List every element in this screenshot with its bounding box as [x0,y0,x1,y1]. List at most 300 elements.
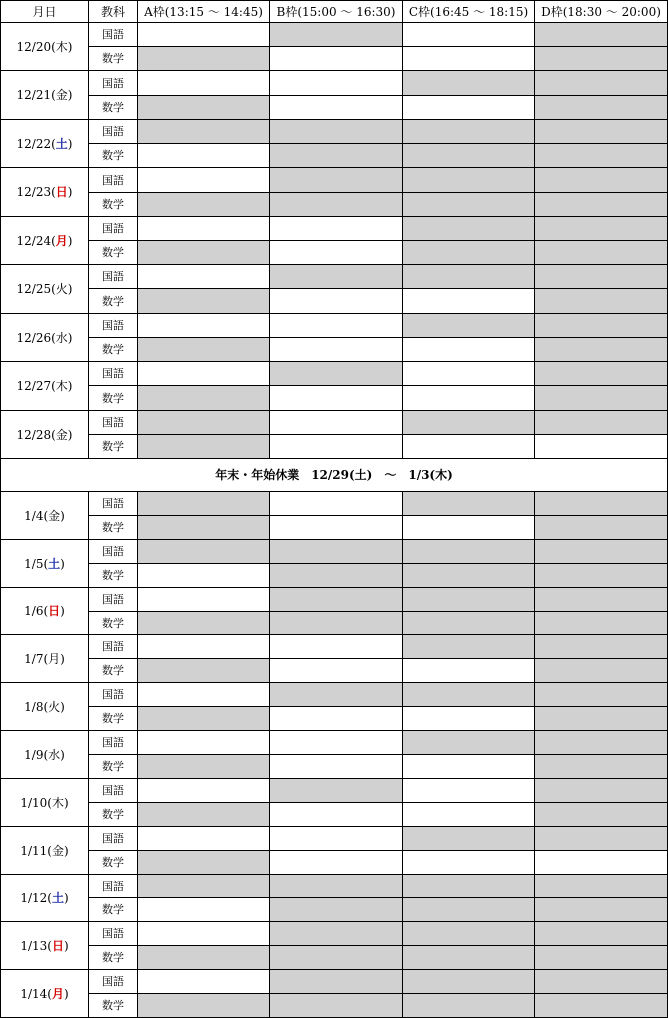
slot-cell-d[interactable] [534,730,668,755]
slot-cell-a[interactable] [137,587,270,612]
subject-cell: 数学 [88,385,138,411]
slot-cell-a[interactable] [137,313,270,338]
subject-cell: 数学 [88,95,138,120]
paren-close: ) [60,556,65,571]
slot-cell-b[interactable] [269,167,403,193]
slot-cell-c[interactable] [402,434,535,459]
slot-cell-b[interactable] [269,515,403,540]
slot-cell-c[interactable] [402,611,535,635]
date-cell [0,264,89,314]
paren-close: ) [67,233,73,248]
slot-cell-b[interactable] [269,143,403,168]
weekday-text: 水 [48,747,61,762]
slot-cell-b[interactable] [269,897,403,922]
slot-cell-a[interactable] [137,22,270,47]
slot-cell-a[interactable] [137,539,270,564]
slot-cell-d[interactable] [534,850,668,875]
paren-open: ( [47,891,52,905]
slot-cell-b[interactable] [269,313,403,338]
slot-cell-a[interactable] [137,216,270,241]
slot-cell-d[interactable] [534,874,668,898]
slot-cell-b[interactable] [269,337,403,362]
subject-cell: 国語 [88,778,138,803]
slot-cell-b[interactable] [269,240,403,265]
slot-cell-c[interactable] [402,897,535,922]
slot-cell-b[interactable] [269,658,403,683]
paren-close: ) [63,795,69,810]
subject-cell: 数学 [88,850,138,875]
date-text: 12/24 [16,233,52,248]
paren-open: ( [51,136,56,151]
subject-cell: 国語 [88,70,138,96]
paren-open: ( [51,379,56,393]
slot-cell-d[interactable] [534,46,668,71]
date-text: 12/21 [16,88,52,102]
paren-open: ( [43,508,49,523]
slot-cell-b[interactable] [269,611,403,635]
slot-cell-a[interactable] [137,95,270,120]
slot-cell-b[interactable] [269,491,403,516]
slot-cell-a[interactable] [137,434,270,459]
date-text: 1/6 [24,604,44,618]
weekday-text: 金 [48,508,61,523]
slot-cell-a[interactable] [137,802,270,827]
weekday-text: 木 [55,379,68,393]
slot-cell-c[interactable] [402,95,535,120]
slot-cell-d[interactable] [534,563,668,588]
paren-close: ) [67,379,73,393]
slot-cell-a[interactable] [137,874,270,898]
weekday-text: 日 [51,938,64,953]
date-text: 1/12 [20,891,48,905]
subject-cell: 国語 [88,874,138,898]
date-cell [0,491,89,540]
slot-cell-d[interactable] [534,491,668,516]
subject-cell: 数学 [88,945,138,970]
slot-cell-d[interactable] [534,826,668,851]
date-text: 1/8 [24,699,44,714]
slot-cell-b[interactable] [269,802,403,827]
slot-cell-b[interactable] [269,945,403,970]
slot-cell-c[interactable] [402,119,535,144]
paren-close: ) [67,88,73,102]
subject-cell: 数学 [88,658,138,683]
weekday-text: 火 [55,282,68,296]
slot-cell-b[interactable] [269,778,403,803]
subject-cell: 数学 [88,288,138,314]
date-cell [0,410,89,459]
paren-open: ( [47,795,52,810]
paren-open: ( [51,282,56,296]
slot-cell-d[interactable] [534,313,668,338]
slot-cell-b[interactable] [269,410,403,435]
paren-open: ( [43,699,49,714]
slot-cell-c[interactable] [402,587,535,612]
slot-cell-c[interactable] [402,874,535,898]
paren-close: ) [63,938,69,953]
slot-cell-d[interactable] [534,754,668,779]
slot-cell-d[interactable] [534,682,668,707]
subject-cell: 数学 [88,434,138,459]
paren-open: ( [47,986,52,1001]
subject-cell: 国語 [88,313,138,338]
slot-cell-d[interactable] [534,658,668,683]
header-slot-c: C枠(16:45 ～ 18:15) [402,0,535,23]
slot-cell-a[interactable] [137,921,270,946]
holiday-separator: 年末・年始休業 12/29(土) ～ 1/3(木) [0,458,668,492]
slot-cell-b[interactable] [269,563,403,588]
slot-cell-a[interactable] [137,850,270,875]
paren-close: ) [67,427,73,442]
slot-cell-d[interactable] [534,337,668,362]
slot-cell-c[interactable] [402,264,535,289]
slot-cell-a[interactable] [137,240,270,265]
slot-cell-b[interactable] [269,46,403,71]
slot-cell-c[interactable] [402,385,535,411]
date-cell [0,826,89,875]
subject-cell: 国語 [88,826,138,851]
paren-open: ( [51,330,56,345]
date-cell [0,216,89,265]
slot-cell-c[interactable] [402,754,535,779]
paren-close: ) [67,39,73,54]
slot-cell-b[interactable] [269,95,403,120]
slot-cell-a[interactable] [137,264,270,289]
slot-cell-c[interactable] [402,361,535,386]
slot-cell-d[interactable] [534,119,668,144]
slot-cell-b[interactable] [269,921,403,946]
slot-cell-d[interactable] [534,410,668,435]
date-text: 1/10 [20,795,48,810]
subject-cell: 数学 [88,706,138,731]
slot-cell-c[interactable] [402,216,535,241]
weekday-text: 日 [55,185,68,199]
subject-cell: 数学 [88,611,138,635]
weekday-text: 火 [48,699,61,714]
paren-close: ) [63,843,69,858]
slot-cell-c[interactable] [402,730,535,755]
subject-cell: 数学 [88,802,138,827]
date-text: 12/25 [16,282,52,296]
subject-cell: 国語 [88,921,138,946]
paren-close: ) [60,508,65,523]
subject-cell: 国語 [88,730,138,755]
slot-cell-a[interactable] [137,167,270,193]
subject-cell: 国語 [88,491,138,516]
slot-cell-a[interactable] [137,730,270,755]
date-cell [0,22,89,71]
slot-cell-b[interactable] [269,70,403,96]
weekday-text: 土 [55,136,68,151]
subject-cell: 国語 [88,119,138,144]
subject-cell: 数学 [88,993,138,1018]
slot-cell-a[interactable] [137,658,270,683]
subject-cell: 国語 [88,167,138,193]
subject-cell: 国語 [88,587,138,612]
date-cell [0,682,89,731]
slot-cell-b[interactable] [269,288,403,314]
date-cell [0,634,89,683]
date-text: 1/9 [24,747,44,762]
date-text: 1/7 [24,651,44,666]
paren-open: ( [43,604,49,618]
subject-cell: 数学 [88,337,138,362]
slot-cell-b[interactable] [269,754,403,779]
header-slot-d: D枠(18:30 ～ 20:00) [534,0,668,23]
slot-cell-b[interactable] [269,119,403,144]
date-cell [0,587,89,635]
subject-cell: 数学 [88,46,138,71]
subject-cell: 国語 [88,539,138,564]
slot-cell-d[interactable] [534,361,668,386]
subject-cell: 国語 [88,361,138,386]
slot-cell-c[interactable] [402,563,535,588]
weekday-text: 日 [48,604,61,618]
paren-open: ( [47,938,52,953]
slot-cell-b[interactable] [269,874,403,898]
date-text: 12/28 [16,427,52,442]
slot-cell-c[interactable] [402,143,535,168]
slot-cell-a[interactable] [137,634,270,659]
slot-cell-c[interactable] [402,921,535,946]
date-text: 1/11 [20,843,48,858]
slot-cell-c[interactable] [402,337,535,362]
slot-cell-a[interactable] [137,778,270,803]
slot-cell-a[interactable] [137,70,270,96]
subject-cell: 国語 [88,216,138,241]
slot-cell-c[interactable] [402,167,535,193]
slot-cell-a[interactable] [137,826,270,851]
slot-cell-d[interactable] [534,167,668,193]
slot-cell-d[interactable] [534,611,668,635]
date-cell [0,778,89,827]
slot-cell-c[interactable] [402,778,535,803]
slot-cell-a[interactable] [137,288,270,314]
date-cell [0,361,89,411]
slot-cell-c[interactable] [402,70,535,96]
slot-cell-c[interactable] [402,850,535,875]
slot-cell-a[interactable] [137,611,270,635]
date-cell [0,921,89,970]
slot-cell-d[interactable] [534,802,668,827]
date-cell [0,730,89,779]
paren-close: ) [60,747,65,762]
paren-close: ) [67,185,73,199]
paren-close: ) [60,699,65,714]
paren-open: ( [43,747,49,762]
slot-cell-c[interactable] [402,634,535,659]
header-date: 月日 [0,0,89,23]
slot-cell-a[interactable] [137,945,270,970]
slot-cell-a[interactable] [137,969,270,994]
slot-cell-a[interactable] [137,46,270,71]
slot-cell-a[interactable] [137,491,270,516]
slot-cell-b[interactable] [269,216,403,241]
date-cell [0,70,89,120]
weekday-text: 月 [55,233,68,248]
slot-cell-d[interactable] [534,264,668,289]
slot-cell-d[interactable] [534,143,668,168]
slot-cell-c[interactable] [402,945,535,970]
slot-cell-c[interactable] [402,802,535,827]
subject-cell: 数学 [88,897,138,922]
slot-cell-b[interactable] [269,993,403,1018]
slot-cell-a[interactable] [137,337,270,362]
weekday-text: 土 [51,891,64,905]
weekday-text: 金 [55,427,68,442]
paren-open: ( [43,556,49,571]
slot-cell-d[interactable] [534,95,668,120]
slot-cell-d[interactable] [534,240,668,265]
weekday-text: 金 [55,88,68,102]
subject-cell: 数学 [88,754,138,779]
slot-cell-a[interactable] [137,754,270,779]
date-text: 1/4 [24,508,44,523]
slot-cell-a[interactable] [137,143,270,168]
slot-cell-c[interactable] [402,682,535,707]
slot-cell-b[interactable] [269,264,403,289]
weekday-text: 金 [51,843,64,858]
slot-cell-d[interactable] [534,778,668,803]
slot-cell-c[interactable] [402,192,535,217]
slot-cell-d[interactable] [534,70,668,96]
paren-close: ) [63,891,69,905]
slot-cell-a[interactable] [137,897,270,922]
slot-cell-a[interactable] [137,410,270,435]
slot-cell-c[interactable] [402,288,535,314]
slot-cell-d[interactable] [534,945,668,970]
weekday-text: 月 [51,986,64,1001]
header-subject: 教科 [88,0,138,23]
slot-cell-c[interactable] [402,706,535,731]
slot-cell-a[interactable] [137,682,270,707]
subject-cell: 数学 [88,515,138,540]
paren-close: ) [60,604,65,618]
subject-cell: 国語 [88,634,138,659]
slot-cell-b[interactable] [269,706,403,731]
slot-cell-b[interactable] [269,385,403,411]
slot-cell-c[interactable] [402,240,535,265]
date-cell [0,539,89,588]
paren-open: ( [51,88,56,102]
slot-cell-a[interactable] [137,993,270,1018]
slot-cell-b[interactable] [269,850,403,875]
subject-cell: 国語 [88,969,138,994]
date-text: 12/20 [16,39,52,54]
subject-cell: 数学 [88,192,138,217]
slot-cell-c[interactable] [402,539,535,564]
date-text: 1/14 [20,986,48,1001]
date-text: 12/23 [16,185,52,199]
paren-open: ( [47,843,52,858]
date-cell [0,969,89,1018]
slot-cell-d[interactable] [534,969,668,994]
slot-cell-c[interactable] [402,658,535,683]
subject-cell: 数学 [88,240,138,265]
slot-cell-d[interactable] [534,216,668,241]
subject-cell: 国語 [88,264,138,289]
date-cell [0,167,89,217]
header-slot-a: A枠(13:15 ～ 14:45) [137,0,270,23]
slot-cell-a[interactable] [137,515,270,540]
slot-cell-b[interactable] [269,22,403,47]
paren-close: ) [67,136,73,151]
slot-cell-c[interactable] [402,22,535,47]
slot-cell-b[interactable] [269,361,403,386]
slot-cell-b[interactable] [269,682,403,707]
slot-cell-d[interactable] [534,22,668,47]
slot-cell-b[interactable] [269,192,403,217]
slot-cell-b[interactable] [269,539,403,564]
slot-cell-a[interactable] [137,385,270,411]
slot-cell-d[interactable] [534,288,668,314]
subject-cell: 国語 [88,410,138,435]
slot-cell-c[interactable] [402,313,535,338]
slot-cell-d[interactable] [534,921,668,946]
slot-cell-d[interactable] [534,706,668,731]
slot-cell-c[interactable] [402,491,535,516]
slot-cell-d[interactable] [534,192,668,217]
date-text: 12/22 [16,136,52,151]
slot-cell-d[interactable] [534,897,668,922]
slot-cell-b[interactable] [269,634,403,659]
slot-cell-d[interactable] [534,515,668,540]
slot-cell-c[interactable] [402,410,535,435]
date-text: 12/26 [16,330,52,345]
slot-cell-d[interactable] [534,385,668,411]
paren-close: ) [60,651,65,666]
slot-cell-d[interactable] [534,434,668,459]
header-slot-b: B枠(15:00 ～ 16:30) [269,0,403,23]
subject-cell: 数学 [88,143,138,168]
slot-cell-b[interactable] [269,434,403,459]
paren-close: ) [67,330,73,345]
slot-cell-c[interactable] [402,993,535,1018]
date-text: 1/5 [24,556,44,571]
slot-cell-d[interactable] [534,587,668,612]
slot-cell-d[interactable] [534,539,668,564]
slot-cell-a[interactable] [137,706,270,731]
paren-close: ) [67,282,73,296]
slot-cell-d[interactable] [534,634,668,659]
slot-cell-c[interactable] [402,969,535,994]
paren-open: ( [43,651,49,666]
date-cell [0,313,89,362]
weekday-text: 木 [55,39,68,54]
subject-cell: 国語 [88,22,138,47]
paren-close: ) [63,986,69,1001]
date-cell [0,119,89,168]
slot-cell-c[interactable] [402,515,535,540]
slot-cell-a[interactable] [137,119,270,144]
slot-cell-c[interactable] [402,46,535,71]
slot-cell-a[interactable] [137,192,270,217]
slot-cell-b[interactable] [269,826,403,851]
slot-cell-a[interactable] [137,361,270,386]
slot-cell-d[interactable] [534,993,668,1018]
date-text: 1/13 [20,938,48,953]
slot-cell-b[interactable] [269,730,403,755]
weekday-text: 木 [51,795,64,810]
slot-cell-b[interactable] [269,587,403,612]
slot-cell-a[interactable] [137,563,270,588]
weekday-text: 水 [55,330,68,345]
weekday-text: 月 [48,651,61,666]
slot-cell-b[interactable] [269,969,403,994]
slot-cell-c[interactable] [402,826,535,851]
weekday-text: 土 [48,556,61,571]
paren-open: ( [51,39,56,54]
